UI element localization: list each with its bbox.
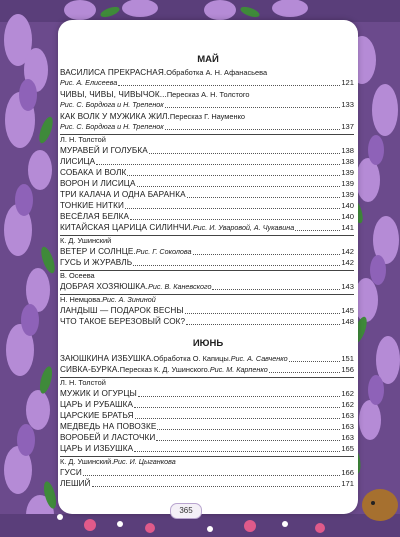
toc-entry: ЛЕШИЙ 171 xyxy=(60,479,354,488)
author-name: Л. Н. Толстой xyxy=(60,135,106,144)
author-name: В. Осеева xyxy=(60,271,95,280)
toc-entry: КАК ВОЛК У МУЖИКА ЖИЛ. Пересказ Г. Науменко xyxy=(60,112,245,121)
toc-entry: ВОРОБЕЙ И ЛАСТОЧКИ 163 xyxy=(60,433,354,442)
toc-entry: КИТАЙСКАЯ ЦАРИЦА СИЛИНЧИ. Рис. И. Уваровой, А. Чукавина 141 xyxy=(60,223,354,232)
toc-entry: ЦАРЬ И РУБАШКА 162 xyxy=(60,400,354,409)
toc-entry: ЗАЮШКИНА ИЗБУШКА. Обработка О. Капицы. Рис. А. Савченко 151 xyxy=(60,354,354,363)
toc-entry: МУРАВЕЙ И ГОЛУБКА 138 xyxy=(60,146,354,155)
page-number: 365 xyxy=(170,503,202,519)
toc-entry: Рис. С. Бордюга и Н. Трепенок 133 xyxy=(60,100,354,109)
toc-entry: Рис. А. Елисеева 121 xyxy=(60,78,354,87)
toc-entry: ЧТО ТАКОЕ БЕРЕЗОВЫЙ СОК? 148 xyxy=(60,317,354,326)
toc-entry: ЦАРЬ И ИЗБУШКА 165 xyxy=(60,444,354,453)
author-name: К. Д. Ушинский. Рис. И. Цыганкова xyxy=(60,457,176,466)
toc-entry: ВЕСЁЛАЯ БЕЛКА 140 xyxy=(60,212,354,221)
toc-entry: Рис. С. Бордюга и Н. Трепенок 137 xyxy=(60,122,354,131)
toc-entry: ВЕТЕР И СОЛНЦЕ. Рис. Г. Соколова 142 xyxy=(60,247,354,256)
section-heading-june: ИЮНЬ xyxy=(192,338,224,349)
toc-entry: ВАСИЛИСА ПРЕКРАСНАЯ. Обработка А. Н. Афанасьева xyxy=(60,68,268,77)
toc-entry: ЧИВЫ, ЧИВЫ, ЧИВЫЧОК... Пересказ А. Н. Толстого xyxy=(60,90,250,99)
author-name: К. Д. Ушинский xyxy=(60,236,112,245)
toc-entry: ТРИ КАЛАЧА И ОДНА БАРАНКА 139 xyxy=(60,190,354,199)
contents-page xyxy=(58,20,358,514)
toc-entry: ВОРОН И ЛИСИЦА 139 xyxy=(60,179,354,188)
author-name: Л. Н. Толстой xyxy=(60,378,106,387)
toc-entry: ДОБРАЯ ХОЗЯЮШКА. Рис. В. Каневского 143 xyxy=(60,282,354,291)
toc-entry: ГУСЬ И ЖУРАВЛЬ 142 xyxy=(60,258,354,267)
toc-entry: ГУСИ 166 xyxy=(60,468,354,477)
toc-entry: ЦАРСКИЕ БРАТЬЯ 163 xyxy=(60,411,354,420)
toc-entry: СИВКА-БУРКА. Пересказ К. Д. Ушинского. Рис. М. Карпенко 156 xyxy=(60,365,354,374)
section-heading-may: МАЙ xyxy=(197,54,219,65)
toc-entry: ТОНКИЕ НИТКИ 140 xyxy=(60,201,354,210)
toc-entry: ЛАНДЫШ — ПОДАРОК ВЕСНЫ 145 xyxy=(60,306,354,315)
toc-entry: ЛИСИЦА 138 xyxy=(60,157,354,166)
author-name: Н. Немцова. Рис. А. Зининой xyxy=(60,295,156,304)
toc-entry: МЕДВЕДЬ НА ПОВОЗКЕ 163 xyxy=(60,422,354,431)
toc-entry: СОБАКА И ВОЛК 139 xyxy=(60,168,354,177)
toc-entry: МУЖИК И ОГУРЦЫ 162 xyxy=(60,389,354,398)
